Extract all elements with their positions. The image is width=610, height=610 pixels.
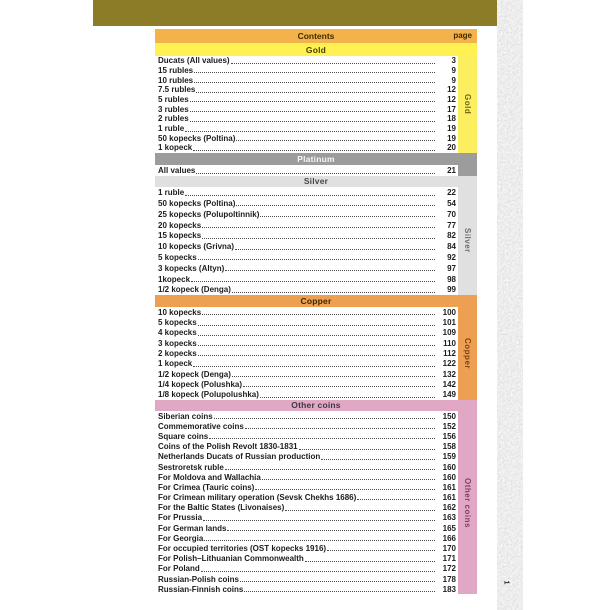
toc-item-label: 2 kopecks [158,349,197,359]
toc-item-page: 160 [442,472,456,482]
dot-leader [194,82,435,83]
dot-leader [321,459,435,460]
toc-item-label: 2 rubles [158,114,189,124]
toc-row [158,462,458,472]
toc-item-label: 5 kopecks [158,253,197,263]
toc-row [158,421,458,431]
toc-item-label: 1/2 kopeck (Denga) [158,369,231,379]
toc-row [158,143,458,153]
toc-row [158,328,458,338]
toc-item-label: 1kopeck [158,274,191,284]
toc-item-label: Commemorative coins [158,421,244,431]
toc-item-page: 163 [442,513,456,523]
dot-leader [201,571,435,572]
toc-row [158,241,458,252]
dot-leader [185,195,435,196]
dot-leader [190,101,435,102]
dot-leader [232,376,435,377]
toc-item-label: 1/8 kopeck (Polupolushka) [158,390,259,400]
toc-row [158,198,458,209]
toc-row [158,66,458,76]
toc-item-page: 9 [451,65,456,75]
dot-leader [198,259,435,260]
toc-item-page: 21 [447,166,456,176]
toc-row [158,134,458,144]
toc-item-page: 166 [442,533,456,543]
toc-row [158,574,458,584]
dot-leader [198,335,435,336]
toc-item-page: 20 [447,143,456,153]
section-gold [155,43,477,153]
toc-item-label: 3 kopecks (Altyn) [158,263,225,273]
toc-item-page: 19 [447,133,456,143]
toc-item-label: 10 kopecks (Grivna) [158,242,235,252]
dot-leader [231,63,435,64]
toc-header-bar [155,29,477,43]
toc-row [158,284,458,295]
toc-item-page: 162 [442,503,456,513]
section-tab-silver [458,187,477,295]
toc-row [158,533,458,543]
dot-leader [202,238,435,239]
toc-item-page: 149 [442,390,456,400]
toc-item-label: 20 kopecks [158,220,202,230]
section-rows-silver [155,187,458,295]
section-header-gold: Gold [155,43,477,56]
dot-leader [193,366,435,367]
page-column-label: page [453,31,472,40]
toc-sections [155,43,477,594]
toc-row [158,219,458,230]
dot-leader [185,131,435,132]
dot-leader [260,216,435,217]
toc-item-label: For Poland [158,564,200,574]
toc-item-page: 165 [442,523,456,533]
dot-leader [236,140,435,141]
dot-leader [235,249,435,250]
toc-item-page: 110 [443,338,456,348]
dot-leader [196,92,435,93]
toc-row [158,252,458,263]
section-body-other-coins [155,411,477,594]
toc-item-label: Netherlands Ducats of Russian production [158,452,321,462]
toc-item-page: 18 [447,114,456,124]
dot-leader [193,150,435,151]
toc-item-page: 97 [447,263,456,273]
section-platinum [155,153,477,176]
toc-item-page: 101 [442,318,456,328]
toc-row [158,564,458,574]
toc-item-page: 122 [442,359,456,369]
toc-row [158,411,458,421]
section-body-silver [155,187,477,295]
dot-leader [236,205,435,206]
toc-item-label: 10 rubles [158,75,194,85]
toc-item-label: For Polish–Lithuanian Commonwealth [158,554,304,564]
section-tab-other-coins [458,411,477,594]
dot-leader [202,314,435,315]
toc-row [158,307,458,317]
toc-row [158,187,458,198]
paper-texture-svg [497,0,523,610]
toc-item-page: 152 [442,421,456,431]
toc-item-label: For Prussia [158,513,203,523]
dot-leader [196,173,435,174]
toc-item-page: 98 [447,274,456,284]
toc-row [158,513,458,523]
toc-row [158,56,458,66]
dot-leader [305,561,435,562]
toc-row [158,124,458,134]
toc-item-label: 1 kopeck [158,143,193,153]
section-tab-gold [458,56,477,153]
toc-row [158,273,458,284]
toc-item-label: Sestroretsk ruble [158,462,224,472]
toc-item-page: 109 [442,328,456,338]
toc-item-page: 171 [442,554,456,564]
toc-item-label: 3 kopecks [158,338,197,348]
section-header-copper: Copper [155,295,477,307]
section-rows-gold [155,56,458,153]
section-tab-copper [458,307,477,400]
section-body-gold [155,56,477,153]
toc-row [158,523,458,533]
toc-item-label: 15 rubles [158,65,194,75]
dot-leader [198,345,435,346]
toc-item-page: 160 [442,462,456,472]
toc-item-label: Siberian coins [158,411,213,421]
toc-item-label: For Crimea (Tauric coins) [158,482,255,492]
toc-item-page: 17 [447,104,456,114]
toc-item-page: 159 [442,452,456,462]
section-tab-platinum [458,165,477,176]
dot-leader [244,591,435,592]
toc-item-label: Ducats (All values) [158,56,230,66]
dot-leader [357,499,435,500]
toc-row [158,502,458,512]
toc-item-page: 12 [447,95,456,105]
dot-leader [214,418,435,419]
toc-row [158,543,458,553]
toc-item-label: 1/4 kopeck (Polushka) [158,380,243,390]
section-silver [155,176,477,295]
dot-leader [240,581,435,582]
section-header-platinum: Platinum [155,153,477,165]
toc-item-page: 150 [442,411,456,421]
toc-item-page: 161 [442,482,456,492]
toc-item-page: 170 [442,544,456,554]
contents-title: Contents [297,31,335,41]
toc-item-label: 5 kopecks [158,318,197,328]
toc-item-label: 10 kopecks [158,307,202,317]
section-body-platinum [155,165,477,176]
section-other-coins [155,400,477,594]
toc-item-page: 3 [451,56,456,66]
toc-item-label: 50 kopecks (Poltina) [158,199,236,209]
toc-row [158,492,458,502]
toc-item-page: 132 [442,369,456,379]
toc-item-label: 1 ruble [158,124,185,134]
toc-item-page: 70 [447,209,456,219]
toc-row [158,262,458,273]
toc-item-page: 77 [447,220,456,230]
toc-row [158,389,458,399]
book-header-band [93,0,497,26]
toc-item-label: 7.5 rubles [158,85,196,95]
table-of-contents [155,29,477,594]
toc-row [158,208,458,219]
toc-row [158,75,458,85]
toc-row [158,165,458,176]
section-header-other-coins: Other coins [155,400,477,411]
toc-row [158,379,458,389]
dot-leader [202,227,435,228]
toc-row [158,472,458,482]
dot-leader [245,428,435,429]
toc-item-page: 92 [447,253,456,263]
section-copper [155,295,477,400]
toc-item-label: Russian-Polish coins [158,574,239,584]
section-body-copper [155,307,477,400]
toc-row [158,114,458,124]
toc-item-page: 178 [442,574,456,584]
toc-item-page: 142 [442,380,456,390]
toc-row [158,584,458,594]
section-rows-other-coins [155,411,458,594]
section-tab-label-silver: Silver [463,228,472,254]
dot-leader [198,325,435,326]
toc-item-page: 22 [447,188,456,198]
toc-item-label: For the Baltic States (Livonaises) [158,503,285,513]
toc-row [158,104,458,114]
toc-row [158,338,458,348]
dot-leader [225,469,435,470]
book-page-number: 1 [502,580,510,585]
section-tab-label-copper: Copper [463,337,472,369]
toc-item-page: 84 [447,242,456,252]
dot-leader [260,397,435,398]
dot-leader [299,449,435,450]
toc-row [158,369,458,379]
toc-item-label: For Moldova and Wallachia [158,472,261,482]
dot-leader [204,540,435,541]
toc-item-page: 9 [451,75,456,85]
toc-row [158,358,458,368]
toc-item-label: 1 ruble [158,188,185,198]
toc-item-page: 12 [447,85,456,95]
toc-item-page: 161 [442,493,456,503]
section-rows-copper [155,307,458,400]
toc-row [158,317,458,327]
toc-item-label: Russian-Finnish coins [158,584,244,594]
toc-item-page: 183 [442,584,456,594]
toc-row [158,441,458,451]
toc-item-label: 1 kopeck [158,359,193,369]
toc-item-page: 100 [442,307,456,317]
toc-row [158,230,458,241]
dot-leader [232,292,435,293]
section-header-silver: Silver [155,176,477,187]
toc-item-label: 4 kopecks [158,328,197,338]
dot-leader [198,355,435,356]
dot-leader [262,479,435,480]
dot-leader [191,281,435,282]
toc-item-page: 172 [442,564,456,574]
toc-item-page: 54 [447,199,456,209]
section-tab-label-gold: Gold [463,94,472,115]
dot-leader [194,72,435,73]
toc-item-page: 112 [443,349,456,359]
toc-item-label: Coins of the Polish Revolt 1830-1831 [158,442,298,452]
section-tab-label-other-coins: Other coins [463,477,472,528]
toc-item-page: 158 [442,442,456,452]
toc-item-label: All values [158,166,196,176]
dot-leader [190,111,435,112]
dot-leader [285,510,435,511]
toc-row [158,85,458,95]
dot-leader [190,121,435,122]
toc-item-page: 19 [447,124,456,134]
toc-item-label: 5 rubles [158,95,189,105]
toc-item-label: For Crimean military operation (Sevsk Chekhs 1686) [158,493,357,503]
toc-row [158,348,458,358]
toc-item-label: 3 rubles [158,104,189,114]
toc-item-page: 156 [442,431,456,441]
toc-item-label: Square coins [158,431,209,441]
toc-row [158,95,458,105]
dot-leader [203,520,435,521]
dot-leader [225,270,435,271]
toc-row [158,431,458,441]
dot-leader [243,386,435,387]
toc-item-label: 1/2 kopeck (Denga) [158,285,231,295]
toc-item-label: For Georgia [158,533,204,543]
dot-leader [209,438,435,439]
dot-leader [227,530,435,531]
toc-row [158,452,458,462]
dot-leader [327,550,435,551]
toc-item-page: 82 [447,231,456,241]
toc-item-label: For occupied territories (OST kopecks 1916) [158,544,327,554]
toc-item-label: 15 kopecks [158,231,202,241]
section-rows-platinum [155,165,458,176]
toc-item-label: For German lands [158,523,227,533]
toc-row [158,553,458,563]
toc-item-label: 50 kopecks (Poltina) [158,133,236,143]
toc-row [158,482,458,492]
toc-item-label: 25 kopecks (Polupoltinnik) [158,209,260,219]
toc-item-page: 99 [447,285,456,295]
dot-leader [255,489,435,490]
page-edge-texture [497,0,523,610]
